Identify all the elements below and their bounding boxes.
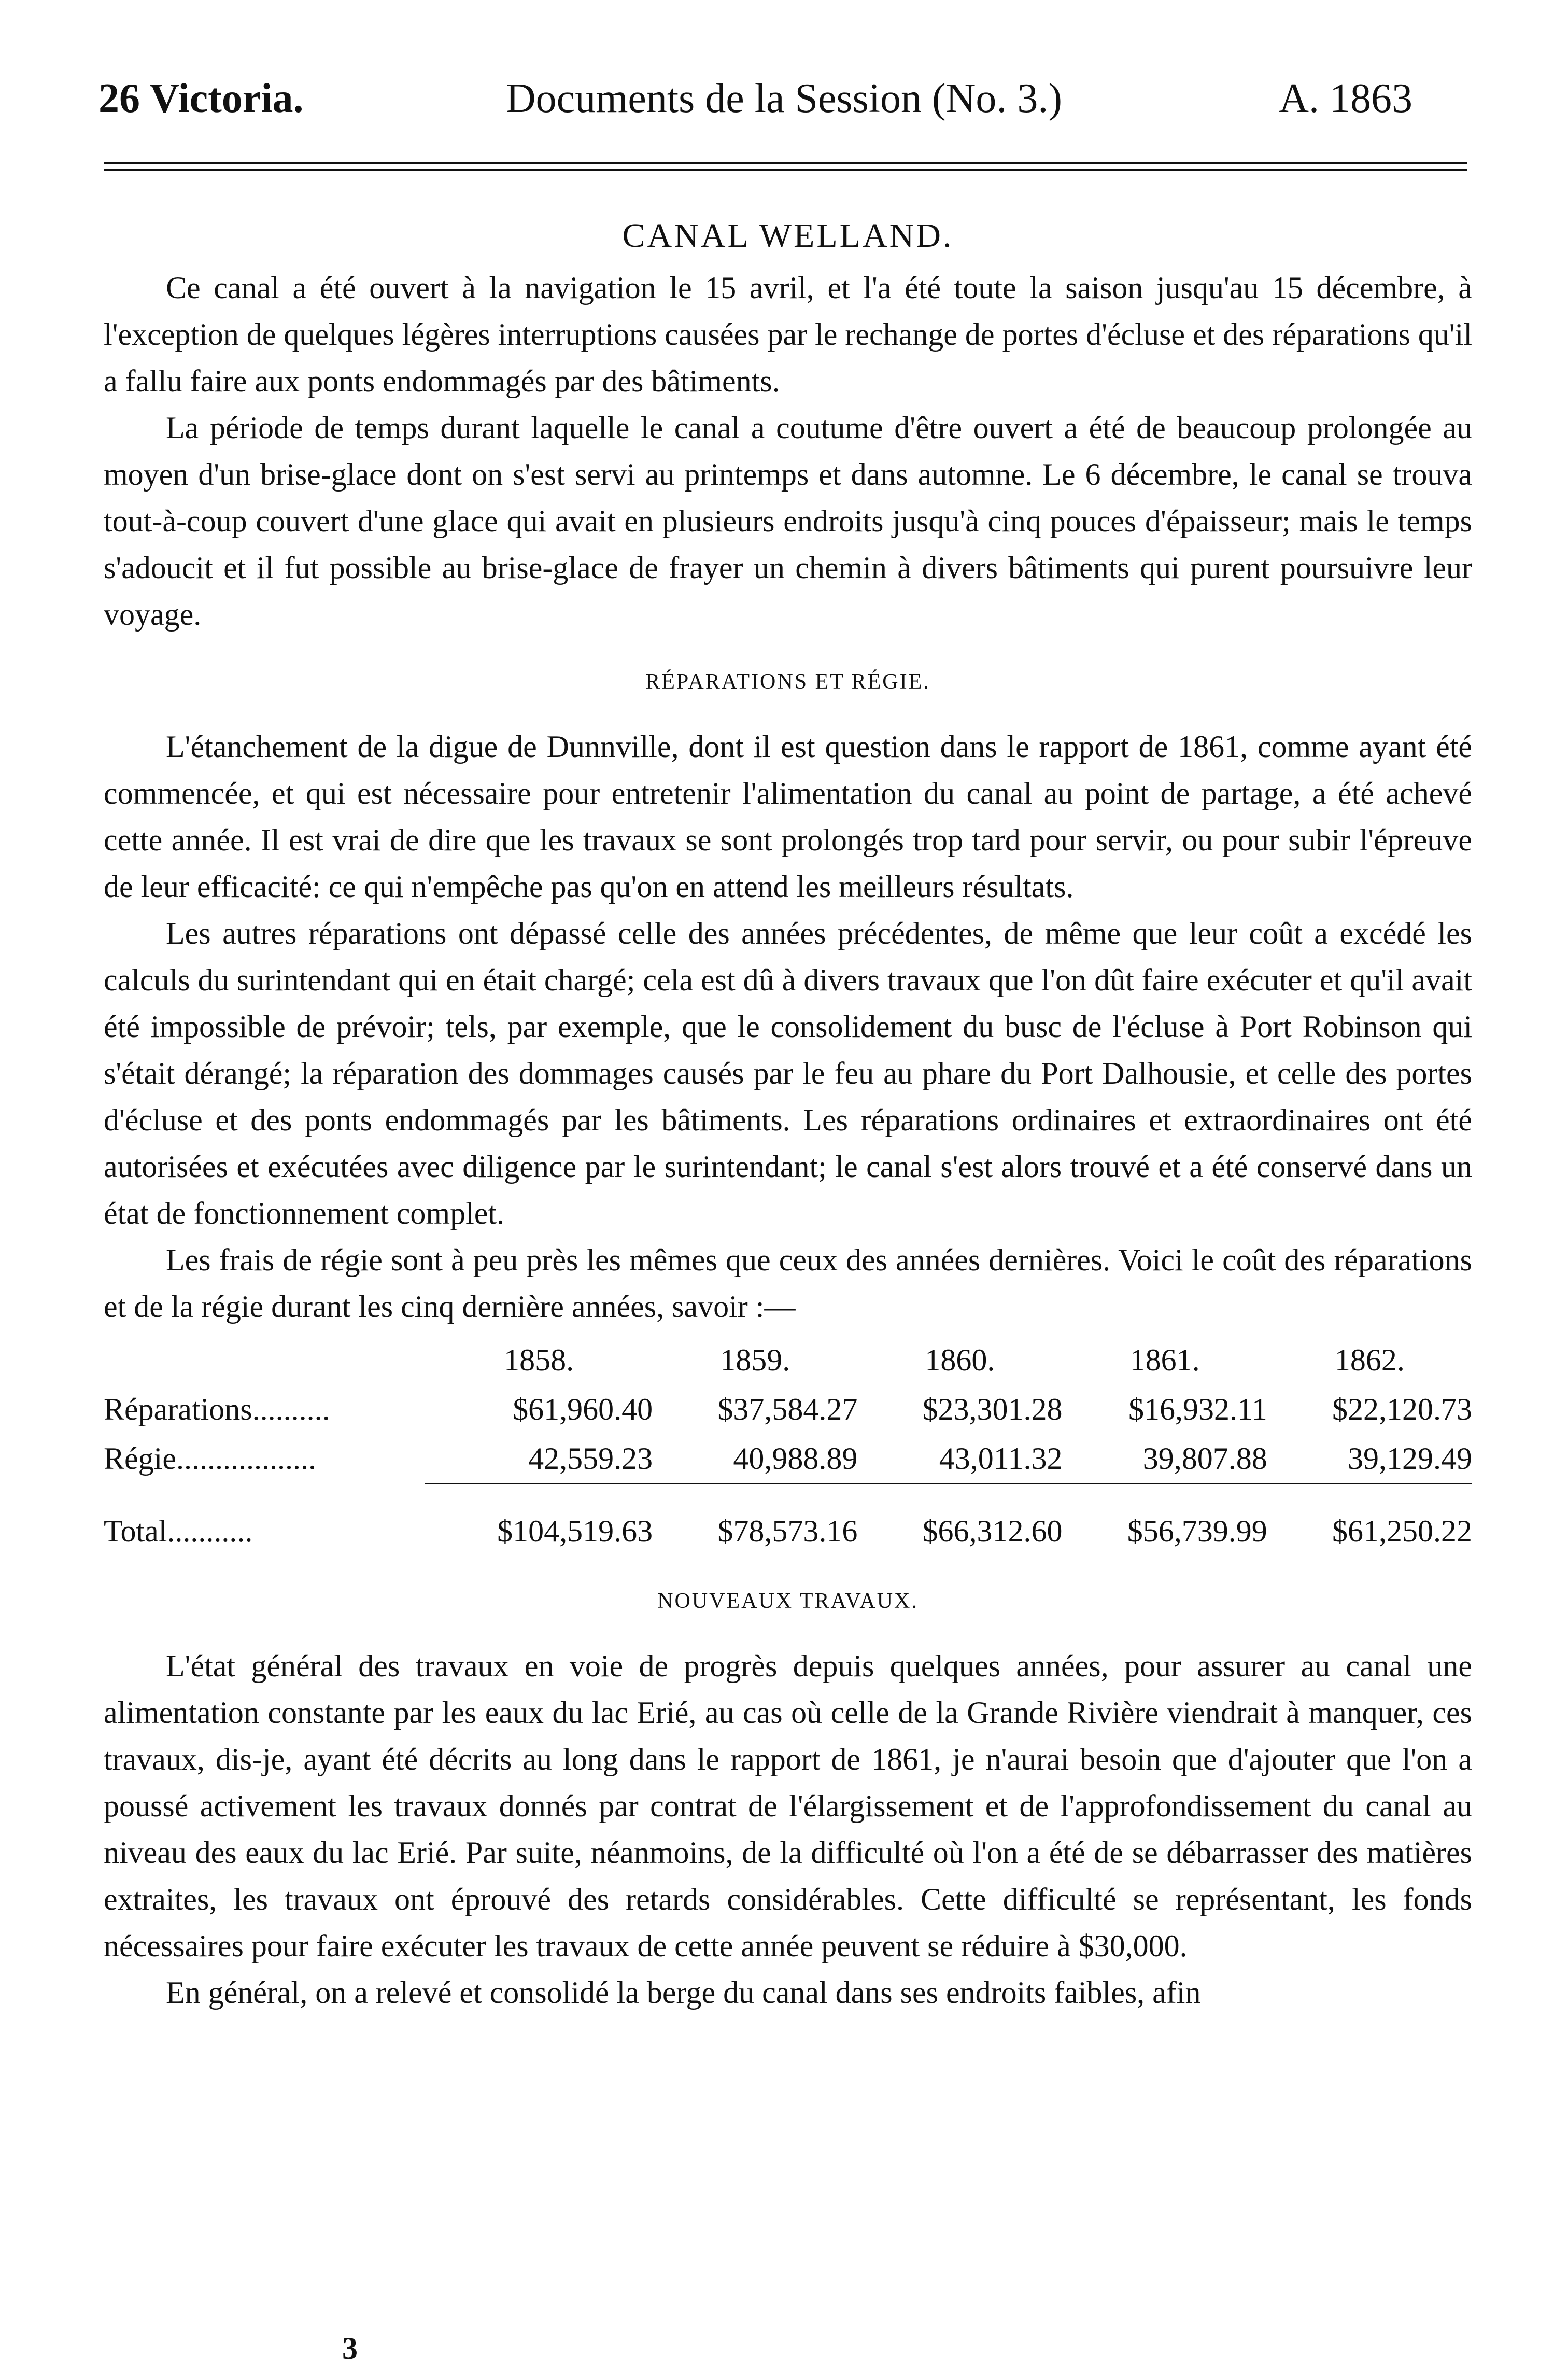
subsection-title-new-works: NOUVEAUX TRAVAUX. bbox=[657, 1589, 919, 1613]
total-cell: $78,573.16 bbox=[717, 1514, 858, 1548]
table-cell: 39,807.88 bbox=[1142, 1441, 1267, 1476]
document-body bbox=[104, 213, 1472, 2016]
paragraph: Les autres réparations ont dépassé celle des années précédentes, de même que leur coût a excédé les calculs du surintendant qui en était chargé; cela est dû à divers travaux que l'on dût faire exécuter et qu'il avait été impossible de prévoir; tels, par exemple, que le consolidement du busc de l'écluse à Port Robinson qui s'était dérangé; la réparation des dommages causés par le feu au phare du Port Dalhousie, et celle des portes d'écluse et des ponts endommagés par les bâtiments. Les réparations ordinaires et extraordinaires ont été autorisées et exécutées avec diligence par le surintendant; le canal s'est alors trouvé et a été conservé dans un état de fonctionnement complet. bbox=[104, 916, 1472, 1230]
table-cell: $16,932.11 bbox=[1128, 1392, 1267, 1426]
paragraph: L'étanchement de la digue de Dunnville, dont il est question dans le rapport de 1861, comme ayant été commencée, et qui est nécessaire pour entretenir l'alimentation du canal au point de partage, a été achevé cette année. Il est vrai de dire que les travaux se sont prolongés trop tard pour servir, ou pour subir l'épreuve de leur efficacité: ce qui n'empêche pas qu'on en attend les meilleurs résultats. bbox=[104, 730, 1472, 904]
total-cell: $56,739.99 bbox=[1127, 1514, 1267, 1548]
table-cell: 39,129.49 bbox=[1348, 1441, 1472, 1476]
header-rule-top bbox=[104, 162, 1467, 164]
table-cell: $61,960.40 bbox=[513, 1392, 653, 1426]
header-volume: 26 Victoria. bbox=[98, 76, 304, 121]
paragraph: Ce canal a été ouvert à la navigation le 15 avril, et l'a été toute la saison jusqu'au 15 décembre, à l'exception de quelques légères interruptions causées par le rechange de portes d'écluse et des réparations qu'il a fallu faire aux ponts endommagés par des bâtiments. bbox=[104, 271, 1472, 398]
table-cell: 43,011.32 bbox=[939, 1441, 1063, 1476]
year-cell: 1860. bbox=[925, 1342, 995, 1377]
total-cell: $61,250.22 bbox=[1332, 1514, 1472, 1548]
sum-rule-row bbox=[104, 1484, 1472, 1506]
year-cell: 1858. bbox=[504, 1342, 574, 1377]
paragraph: En général, on a relevé et consolidé la berge du canal dans ses endroits faibles, afin bbox=[166, 1975, 1201, 2010]
row-label: Réparations.......... bbox=[104, 1392, 330, 1426]
total-cell: $66,312.60 bbox=[922, 1514, 1063, 1548]
paragraph: L'état général des travaux en voie de progrès depuis quelques années, pour assurer au canal une alimentation constante par les eaux du lac Erié, au cas où celle de la Grande Rivière viendrait à manquer, ces travaux, dis-je, ayant été décrits au long dans le rapport de 1861, je n'aurai besoin que d'ajouter que l'on a poussé activement les travaux donnés par contrat de l'élargissement et de l'approfondissement du canal au niveau des eaux du lac Erié. Par suite, néanmoins, de la difficulté où l'on a été de se débarrasser des matières extraites, les travaux ont éprouvé des retards considérables. Cette difficulté se représentant, les fonds nécessaires pour faire exécuter les travaux de cette année peuvent se réduire à $30,000. bbox=[104, 1649, 1472, 1963]
total-cell: $104,519.63 bbox=[497, 1514, 653, 1548]
table-cell: 42,559.23 bbox=[528, 1441, 653, 1476]
header-rule-bottom bbox=[104, 169, 1467, 171]
table-cell: $23,301.28 bbox=[922, 1392, 1063, 1426]
header-title: Documents de la Session (No. 3.) bbox=[505, 76, 1063, 121]
table-header-row bbox=[104, 1335, 1472, 1384]
paragraph: La période de temps durant laquelle le canal a coutume d'être ouvert a été de beaucoup prolongée au moyen d'un brise-glace dont on s'est servi au printemps et dans automne. Le 6 décembre, le canal se trouva tout-à-coup couvert d'une glace qui avait en plusieurs endroits jusqu'à cinq pouces d'épaisseur; mais le temps s'adoucit et il fut possible au brise-glace de frayer un chemin à divers bâtiments qui purent poursuivre leur voyage. bbox=[104, 411, 1472, 632]
table-cell: $37,584.27 bbox=[717, 1392, 858, 1426]
table-total-row bbox=[104, 1505, 1472, 1557]
section-title: CANAL WELLAND. bbox=[622, 217, 954, 255]
paragraph: Les frais de régie sont à peu près les mêmes que ceux des années dernières. Voici le coût des réparations et de la régie durant les cinq dernière années, savoir :— bbox=[104, 1243, 1472, 1324]
cost-table bbox=[104, 1335, 1472, 1557]
year-cell: 1861. bbox=[1129, 1342, 1200, 1377]
page-number: 3 bbox=[342, 2331, 358, 2365]
year-cell: 1862. bbox=[1334, 1342, 1405, 1377]
header-year: A. 1863 bbox=[1279, 76, 1412, 121]
subsection-title-repairs: RÉPARATIONS ET RÉGIE. bbox=[645, 670, 930, 694]
total-label: Total........... bbox=[104, 1514, 253, 1548]
table-cell: $22,120.73 bbox=[1332, 1392, 1472, 1426]
table-row bbox=[104, 1384, 1472, 1434]
year-cell: 1859. bbox=[720, 1342, 790, 1377]
table-cell: 40,988.89 bbox=[733, 1441, 858, 1476]
row-label: Régie.................. bbox=[104, 1441, 316, 1476]
table-row bbox=[104, 1434, 1472, 1484]
